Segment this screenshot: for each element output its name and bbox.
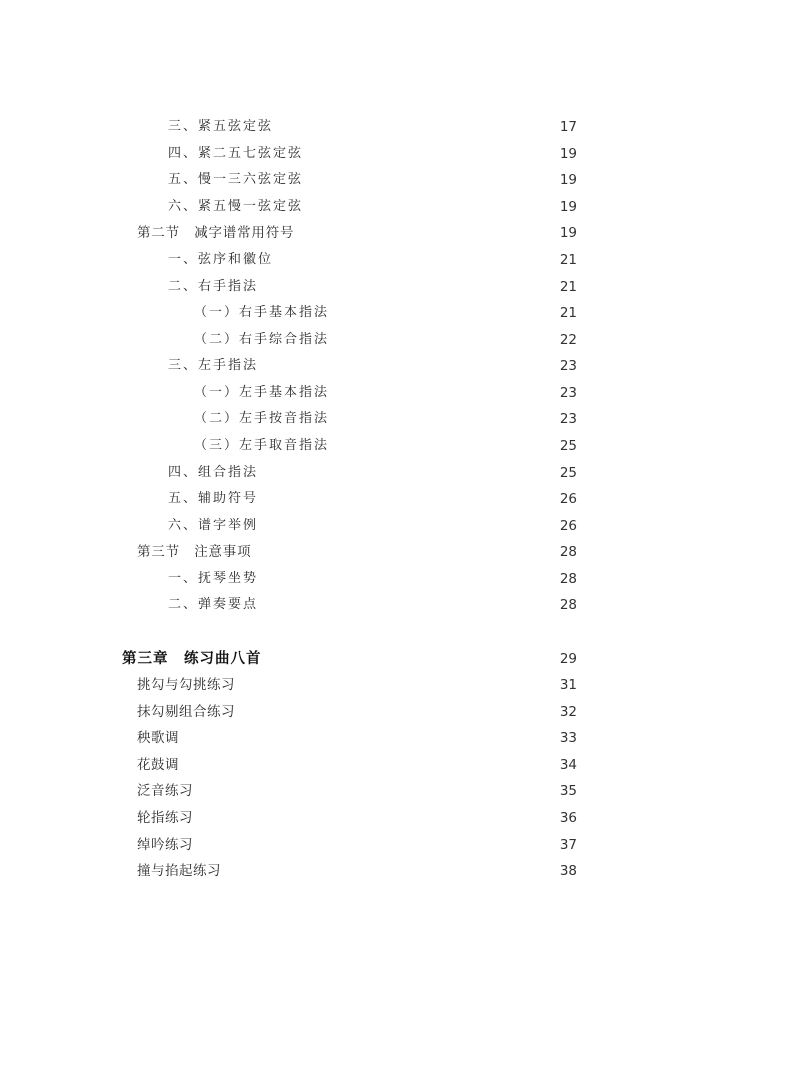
toc-entry[interactable] (0, 778, 800, 804)
toc-entry-title: 二、弹奏要点 (168, 597, 259, 612)
toc-entry-title: 四、组合指法 (168, 465, 259, 480)
toc-entry-page: 28 (559, 571, 577, 587)
toc-entry-page: 28 (559, 597, 577, 613)
toc-entry[interactable] (0, 725, 800, 751)
toc-entry-page: 32 (559, 704, 577, 720)
toc-entry-title: 一、抚琴坐势 (168, 571, 259, 586)
toc-entry[interactable] (0, 406, 800, 432)
toc-entry-page: 34 (559, 757, 577, 773)
toc-entry[interactable] (0, 460, 800, 486)
toc-section-title: 第二节 减字谱常用符号 (137, 225, 295, 241)
toc-entry-title: （二）右手综合指法 (194, 332, 330, 347)
toc-entry[interactable] (0, 566, 800, 592)
toc-entry-page: 21 (559, 252, 577, 268)
toc-entry[interactable] (0, 380, 800, 406)
toc-entry-title: 一、弦序和徽位 (168, 252, 274, 267)
toc-entry-page: 35 (559, 783, 577, 799)
toc-entry-page: 23 (559, 411, 577, 427)
toc-entry-title: （二）左手按音指法 (194, 411, 330, 426)
toc-section-entry[interactable] (0, 539, 800, 565)
toc-entry[interactable] (0, 752, 800, 778)
toc-entry-title: （三）左手取音指法 (194, 438, 330, 453)
toc-entry[interactable] (0, 247, 800, 273)
toc-entry-title: 三、紧五弦定弦 (168, 119, 274, 134)
toc-entry-page: 19 (559, 172, 577, 188)
toc-entry-title: 六、谱字举例 (168, 518, 259, 533)
toc-entry-page: 38 (559, 863, 577, 879)
toc-entry-title: 撞与掐起练习 (137, 863, 221, 879)
toc-entry-page: 17 (559, 119, 577, 135)
toc-entry[interactable] (0, 486, 800, 512)
toc-entry[interactable] (0, 167, 800, 193)
toc-entry-page: 23 (559, 358, 577, 374)
toc-chapter-entry[interactable] (0, 646, 800, 672)
toc-entry[interactable] (0, 672, 800, 698)
toc-entry[interactable] (0, 699, 800, 725)
toc-entry-title: 六、紧五慢一弦定弦 (168, 199, 304, 214)
toc-chapter-title: 第三章 练习曲八首 (122, 650, 262, 667)
toc-entry[interactable] (0, 327, 800, 353)
toc-entry[interactable] (0, 858, 800, 884)
toc-entry-page: 25 (559, 438, 577, 454)
toc-entry-title: 花鼓调 (137, 757, 179, 773)
toc-section-entry[interactable] (0, 220, 800, 246)
toc-entry-page: 21 (559, 305, 577, 321)
toc-entry[interactable] (0, 433, 800, 459)
toc-entry-page: 19 (559, 225, 577, 241)
toc-entry[interactable] (0, 141, 800, 167)
toc-entry-title: （一）右手基本指法 (194, 305, 330, 320)
toc-entry[interactable] (0, 274, 800, 300)
toc-entry-title: 秧歌调 (137, 730, 179, 746)
toc-entry-title: 五、慢一三六弦定弦 (168, 172, 304, 187)
toc-entry[interactable] (0, 592, 800, 618)
toc-entry-page: 19 (559, 146, 577, 162)
toc-entry[interactable] (0, 805, 800, 831)
toc-entry-page: 26 (559, 518, 577, 534)
toc-entry-page: 19 (559, 199, 577, 215)
toc-entry-page: 33 (559, 730, 577, 746)
toc-entry-title: 绰吟练习 (137, 837, 193, 853)
toc-entry-page: 37 (559, 837, 577, 853)
toc-entry-title: 轮指练习 (137, 810, 193, 826)
toc-entry-page: 28 (559, 544, 577, 560)
toc-entry[interactable] (0, 353, 800, 379)
toc-entry-title: 二、右手指法 (168, 279, 259, 294)
toc-entry-page: 21 (559, 279, 577, 295)
toc-entry-page: 22 (559, 332, 577, 348)
toc-entry[interactable] (0, 832, 800, 858)
toc-entry-page: 23 (559, 385, 577, 401)
toc-entry-title: 三、左手指法 (168, 358, 259, 373)
toc-entry[interactable] (0, 114, 800, 140)
toc-section-title: 第三节 注意事项 (137, 544, 252, 560)
toc-entry-title: 挑勾与勾挑练习 (137, 677, 235, 693)
toc-entry[interactable] (0, 194, 800, 220)
toc-entry-page: 29 (559, 651, 577, 667)
toc-entry-title: 泛音练习 (137, 783, 193, 799)
toc-entry-page: 25 (559, 465, 577, 481)
toc-entry[interactable] (0, 300, 800, 326)
toc-entry-title: 抹勾剔组合练习 (137, 704, 235, 720)
toc-entry-page: 26 (559, 491, 577, 507)
toc-entry-title: 四、紧二五七弦定弦 (168, 146, 304, 161)
toc-entry-title: （一）左手基本指法 (194, 385, 330, 400)
toc-entry-page: 36 (559, 810, 577, 826)
toc-entry[interactable] (0, 513, 800, 539)
toc-entry-title: 五、辅助符号 (168, 491, 259, 506)
toc-entry-page: 31 (559, 677, 577, 693)
